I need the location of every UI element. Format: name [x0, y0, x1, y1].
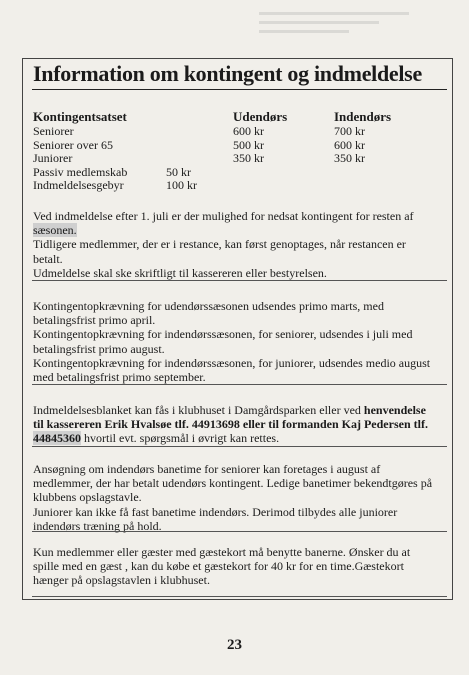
- text-line-part: henvendelse: [363, 403, 426, 417]
- text-line: Juniorer kan ikke få fast banetime indendørs. Derimod tilbydes alle juniorer: [33, 504, 398, 519]
- paragraph-membership: [33, 209, 445, 280]
- text-line-part: Indmeldelsesblanket kan fås i klubhuset i Damgårdsparken eller ved: [33, 403, 364, 417]
- text-line: indendørs træning på hold.: [33, 518, 162, 533]
- text-line: til kassereren Erik Hvalsøe tlf. 44913698 eller til formanden Kaj Pedersen tlf.: [33, 417, 428, 432]
- text-line: Tidligere medlemmer, der er i restance, kan først genoptages, når restancen er: [33, 237, 406, 252]
- section-rule: [32, 280, 447, 281]
- text-line: [33, 403, 445, 417]
- table-cell: 350 kr: [334, 151, 365, 166]
- text-line: Ved indmeldelse efter 1. juli er der mulighed for nedsat kontingent for resten af: [33, 209, 414, 223]
- text-line: Udmeldelse skal ske skriftligt til kassereren eller bestyrelsen.: [33, 265, 327, 280]
- text-line: Ansøgning om indendørs banetime for seniorer kan foretages i august af: [33, 462, 381, 476]
- table-cell: Seniorer: [33, 124, 74, 138]
- bleed-through-text: [259, 12, 409, 52]
- table-header-cell: Kontingentsatset: [33, 109, 127, 124]
- paragraph-court-time: [33, 462, 445, 533]
- table-cell: Seniorer over 65: [33, 137, 113, 152]
- paragraph-guests: [33, 545, 445, 588]
- section-rule: [32, 384, 447, 385]
- table-cell: 500 kr: [233, 137, 264, 152]
- table-header-cell: Indendørs: [334, 109, 392, 124]
- table-cell: Juniorer: [33, 151, 73, 166]
- text-line-part: 44845360: [33, 431, 81, 446]
- text-line: [33, 431, 445, 445]
- text-line: betalingsfrist primo august.: [33, 341, 165, 356]
- text-line: Kontingentopkrævning for indendørssæsonen, for juniorer, udsendes medio august: [33, 355, 431, 370]
- text-line: med betalingsfrist primo september.: [33, 370, 206, 385]
- text-line-part: hvortil evt. spørgsmål i øvrigt kan rettes.: [81, 431, 280, 446]
- section-rule: [32, 596, 447, 597]
- text-line: betalingsfrist primo april.: [33, 313, 156, 328]
- text-line: medlemmer, der har betalt udendørs kontingent. Ledige banetimer bekendtgøres på: [33, 476, 433, 491]
- table-cell: Passiv medlemskab: [33, 164, 128, 179]
- section-rule: [32, 446, 447, 447]
- text-line: hænger på opslagstavlen i klubhuset.: [33, 573, 210, 588]
- text-line: spille med en gæst , kan du købe et gæstekort for 40 kr for en time.Gæstekort: [33, 559, 404, 574]
- page-title: Information om kontingent og indmeldelse: [33, 61, 422, 86]
- text-line: betalt.: [33, 251, 63, 266]
- text-line: Kun medlemmer eller gæster med gæstekort må benytte banerne. Ønsker du at: [33, 545, 411, 559]
- table-cell: 600 kr: [334, 137, 365, 152]
- section-rule: [32, 531, 447, 532]
- table-cell: Indmeldelsesgebyr: [33, 178, 124, 193]
- paragraph-registration: [33, 403, 445, 446]
- text-line-part: sæsonen.: [33, 223, 77, 238]
- text-line: Kontingentopkrævning for indendørssæsonen, for seniorer, udsendes i juli med: [33, 327, 413, 342]
- text-line: Kontingentopkrævning for udendørssæsonen udsendes primo marts, med: [33, 299, 384, 313]
- table-header-cell: Udendørs: [233, 109, 288, 124]
- text-line: klubbens opslagstavle.: [33, 490, 142, 505]
- table-cell: 600 kr: [233, 124, 264, 138]
- table-cell: 700 kr: [334, 124, 365, 138]
- text-line: [33, 223, 445, 237]
- page-number: 23: [227, 637, 242, 653]
- table-cell: 100 kr: [166, 178, 197, 193]
- title-underline: [32, 89, 447, 90]
- table-cell: 50 kr: [166, 164, 191, 179]
- table-cell: 350 kr: [233, 151, 264, 166]
- paragraph-billing: [33, 299, 445, 384]
